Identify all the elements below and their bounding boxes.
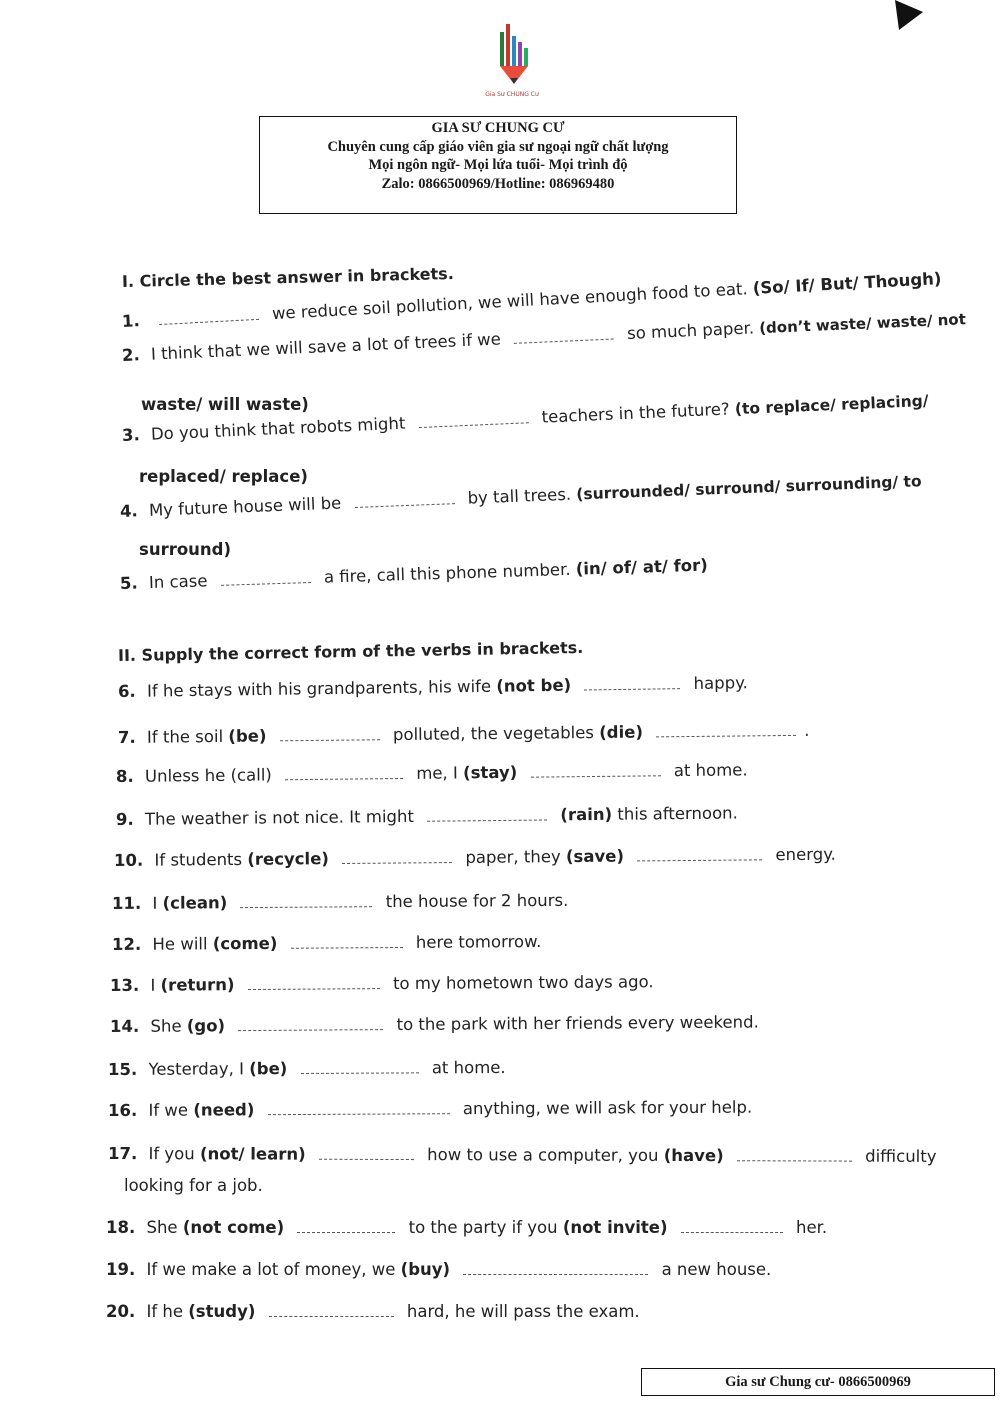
answer-blank[interactable]: [427, 818, 547, 821]
question-17-cont: looking for a job.: [124, 1176, 263, 1195]
logo-caption: Gia Sư CHUNG Cư: [485, 91, 539, 98]
question-4-options-cont: surround): [139, 540, 232, 559]
question-10: 10. If students (recycle) paper, they (save) energy.: [113, 844, 836, 870]
answer-blank[interactable]: [737, 1159, 852, 1161]
answer-blank[interactable]: [291, 946, 403, 949]
answer-blank[interactable]: [637, 858, 762, 861]
question-8: 8. Unless he (call) me, I (stay) at home.: [115, 760, 748, 786]
answer-blank[interactable]: [297, 1231, 395, 1233]
answer-blank[interactable]: [238, 1028, 383, 1031]
question-20: 20. If he (study) hard, he will pass the exam.: [106, 1302, 640, 1321]
question-12: 12. He will (come) here tomorrow.: [111, 932, 542, 954]
answer-blank[interactable]: [514, 338, 614, 344]
header-title: GIA SƯ CHUNG CƯ: [431, 120, 565, 136]
section-2-heading: II. Supply the correct form of the verbs in brackets.: [117, 637, 584, 666]
section-1-heading: I. Circle the best answer in brackets.: [121, 263, 454, 292]
question-14: 14. She (go) to the park with her friends every weekend.: [109, 1012, 759, 1036]
answer-blank[interactable]: [342, 861, 452, 864]
answer-blank[interactable]: [656, 734, 796, 737]
answer-blank[interactable]: [269, 1315, 394, 1317]
question-9: 9. The weather is not nice. It might (rain) this afternoon.: [115, 803, 738, 829]
question-7: 7. If the soil (be) polluted, the vegetables (die) .: [117, 720, 810, 747]
answer-blank[interactable]: [531, 774, 661, 777]
answer-blank[interactable]: [221, 581, 311, 586]
header-line-2: Mọi ngôn ngữ- Mọi lứa tuổi- Mọi trình độ: [368, 157, 628, 173]
footer-box: Gia sư Chung cư- 0866500969: [641, 1368, 995, 1396]
question-19: 19. If we make a lot of money, we (buy) a new house.: [106, 1260, 772, 1279]
question-17: 17. If you (not/ learn) how to use a computer, you (have) difficulty: [107, 1144, 937, 1166]
question-6: 6. If he stays with his grandparents, his wife (not be) happy.: [117, 673, 748, 701]
header-line-1: Chuyên cung cấp giáo viên gia sư ngoại ngữ chất lượng: [327, 138, 669, 155]
question-16: 16. If we (need) anything, we will ask for your help.: [107, 1097, 753, 1120]
question-2: 2. I think that we will save a lot of trees if we so much paper. (don’t waste/ waste/ not: [121, 310, 967, 365]
answer-blank[interactable]: [463, 1273, 648, 1275]
header-line-3: Zalo: 0866500969/Hotline: 086969480: [381, 175, 615, 192]
question-4: 4. My future house will be by tall trees. (surrounded/ surround/ surrounding/ to: [119, 472, 922, 521]
question-18: 18. She (not come) to the party if you (not invite) her.: [106, 1218, 828, 1237]
answer-blank[interactable]: [159, 318, 259, 325]
answer-blank[interactable]: [240, 905, 372, 908]
answer-blank[interactable]: [681, 1231, 783, 1233]
question-2-options-cont: waste/ will waste): [141, 395, 309, 414]
question-3: 3. Do you think that robots might teachers in the future? (to replace/ replacing/: [121, 391, 929, 445]
answer-blank[interactable]: [301, 1071, 419, 1074]
answer-blank[interactable]: [584, 687, 680, 690]
question-15: 15. Yesterday, I (be) at home.: [107, 1057, 506, 1079]
answer-blank[interactable]: [280, 738, 380, 741]
answer-blank[interactable]: [419, 421, 529, 428]
question-11: 11. I (clean) the house for 2 hours.: [111, 890, 569, 913]
question-1: 1. we reduce soil pollution, we will have enough food to eat. (So/ If/ But/ Though): [121, 269, 942, 331]
question-3-options-cont: replaced/ replace): [139, 467, 308, 486]
answer-blank[interactable]: [319, 1158, 414, 1160]
answer-blank[interactable]: [248, 987, 380, 990]
question-5: 5. In case a fire, call this phone number. (in/ of/ at/ for): [119, 555, 709, 593]
answer-blank[interactable]: [285, 777, 403, 780]
answer-blank[interactable]: [355, 502, 455, 508]
answer-blank[interactable]: [268, 1112, 450, 1115]
question-13: 13. I (return) to my hometown two days ago.: [109, 972, 654, 995]
